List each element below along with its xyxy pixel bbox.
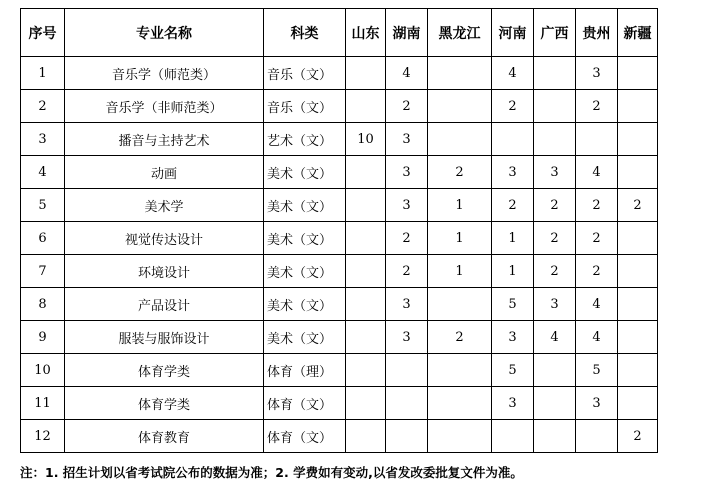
heilongjiang-cell: 1 xyxy=(428,222,492,255)
header-category: 科类 xyxy=(264,9,346,57)
header-heilongjiang: 黑龙江 xyxy=(428,9,492,57)
guizhou-cell: 4 xyxy=(576,156,618,189)
seq-cell: 4 xyxy=(21,156,65,189)
henan-cell: 2 xyxy=(492,189,534,222)
seq-cell: 11 xyxy=(21,387,65,420)
guizhou-cell: 3 xyxy=(576,57,618,90)
table-row xyxy=(21,354,658,387)
seq-cell: 10 xyxy=(21,354,65,387)
guangxi-cell: 3 xyxy=(534,288,576,321)
hunan-cell: 2 xyxy=(386,90,428,123)
major-name-cell: 播音与主持艺术 xyxy=(65,123,264,156)
guizhou-cell: 2 xyxy=(576,90,618,123)
hunan-cell: 3 xyxy=(386,288,428,321)
heilongjiang-cell xyxy=(428,57,492,90)
seq-cell: 8 xyxy=(21,288,65,321)
guizhou-cell xyxy=(576,123,618,156)
heilongjiang-cell: 1 xyxy=(428,255,492,288)
heilongjiang-cell: 2 xyxy=(428,321,492,354)
xinjiang-cell xyxy=(618,288,658,321)
major-name-cell: 动画 xyxy=(65,156,264,189)
henan-cell: 5 xyxy=(492,288,534,321)
xinjiang-cell xyxy=(618,255,658,288)
xinjiang-cell xyxy=(618,387,658,420)
guizhou-cell: 4 xyxy=(576,288,618,321)
guangxi-cell xyxy=(534,354,576,387)
shandong-cell xyxy=(346,255,386,288)
shandong-cell xyxy=(346,90,386,123)
shandong-cell: 10 xyxy=(346,123,386,156)
seq-cell: 3 xyxy=(21,123,65,156)
hunan-cell: 3 xyxy=(386,189,428,222)
shandong-cell xyxy=(346,189,386,222)
shandong-cell xyxy=(346,222,386,255)
hunan-cell xyxy=(386,387,428,420)
major-name-cell: 音乐学（非师范类） xyxy=(65,90,264,123)
header-shandong: 山东 xyxy=(346,9,386,57)
henan-cell: 3 xyxy=(492,156,534,189)
header-hunan: 湖南 xyxy=(386,9,428,57)
category-cell: 美术（文） xyxy=(264,189,346,222)
table-row xyxy=(21,156,658,189)
seq-cell: 9 xyxy=(21,321,65,354)
category-cell: 体育（文） xyxy=(264,420,346,453)
hunan-cell: 2 xyxy=(386,222,428,255)
header-xinjiang: 新疆 xyxy=(618,9,658,57)
xinjiang-cell xyxy=(618,321,658,354)
category-cell: 美术（文） xyxy=(264,321,346,354)
guizhou-cell xyxy=(576,420,618,453)
major-name-cell: 服装与服饰设计 xyxy=(65,321,264,354)
category-cell: 音乐（文） xyxy=(264,90,346,123)
header-row xyxy=(21,9,658,57)
henan-cell: 4 xyxy=(492,57,534,90)
seq-cell: 1 xyxy=(21,57,65,90)
guangxi-cell xyxy=(534,420,576,453)
seq-cell: 12 xyxy=(21,420,65,453)
table-row xyxy=(21,321,658,354)
guangxi-cell: 2 xyxy=(534,222,576,255)
heilongjiang-cell xyxy=(428,288,492,321)
footnote: 注：1. 招生计划以省考试院公布的数据为准；2. 学费如有变动,以省发改委批复文件为准。 xyxy=(20,465,523,480)
table-row xyxy=(21,387,658,420)
table-header xyxy=(21,9,658,57)
seq-cell: 2 xyxy=(21,90,65,123)
category-cell: 美术（文） xyxy=(264,255,346,288)
shandong-cell xyxy=(346,288,386,321)
guizhou-cell: 2 xyxy=(576,222,618,255)
hunan-cell: 4 xyxy=(386,57,428,90)
xinjiang-cell: 2 xyxy=(618,420,658,453)
major-name-cell: 美术学 xyxy=(65,189,264,222)
xinjiang-cell xyxy=(618,57,658,90)
seq-cell: 5 xyxy=(21,189,65,222)
heilongjiang-cell xyxy=(428,354,492,387)
guangxi-cell xyxy=(534,387,576,420)
heilongjiang-cell xyxy=(428,420,492,453)
major-name-cell: 体育学类 xyxy=(65,354,264,387)
header-seq: 序号 xyxy=(21,9,65,57)
header-guangxi: 广西 xyxy=(534,9,576,57)
heilongjiang-cell: 1 xyxy=(428,189,492,222)
guangxi-cell: 2 xyxy=(534,255,576,288)
enrollment-plan-table xyxy=(20,8,658,453)
xinjiang-cell xyxy=(618,123,658,156)
henan-cell xyxy=(492,123,534,156)
xinjiang-cell xyxy=(618,90,658,123)
major-name-cell: 视觉传达设计 xyxy=(65,222,264,255)
heilongjiang-cell xyxy=(428,387,492,420)
guangxi-cell: 2 xyxy=(534,189,576,222)
guizhou-cell: 3 xyxy=(576,387,618,420)
shandong-cell xyxy=(346,387,386,420)
seq-cell: 6 xyxy=(21,222,65,255)
hunan-cell xyxy=(386,420,428,453)
hunan-cell: 3 xyxy=(386,123,428,156)
table-row xyxy=(21,123,658,156)
henan-cell: 3 xyxy=(492,321,534,354)
category-cell: 艺术（文） xyxy=(264,123,346,156)
major-name-cell: 音乐学（师范类） xyxy=(65,57,264,90)
hunan-cell: 2 xyxy=(386,255,428,288)
shandong-cell xyxy=(346,156,386,189)
major-name-cell: 产品设计 xyxy=(65,288,264,321)
guizhou-cell: 4 xyxy=(576,321,618,354)
henan-cell xyxy=(492,420,534,453)
table-body xyxy=(21,57,658,453)
hunan-cell: 3 xyxy=(386,156,428,189)
hunan-cell xyxy=(386,354,428,387)
category-cell: 美术（文） xyxy=(264,288,346,321)
category-cell: 美术（文） xyxy=(264,156,346,189)
table-row xyxy=(21,57,658,90)
table-row xyxy=(21,90,658,123)
major-name-cell: 体育学类 xyxy=(65,387,264,420)
guangxi-cell: 4 xyxy=(534,321,576,354)
category-cell: 音乐（文） xyxy=(264,57,346,90)
header-major-name: 专业名称 xyxy=(65,9,264,57)
shandong-cell xyxy=(346,420,386,453)
shandong-cell xyxy=(346,57,386,90)
heilongjiang-cell: 2 xyxy=(428,156,492,189)
heilongjiang-cell xyxy=(428,90,492,123)
header-guizhou: 贵州 xyxy=(576,9,618,57)
guangxi-cell xyxy=(534,90,576,123)
guizhou-cell: 2 xyxy=(576,255,618,288)
seq-cell: 7 xyxy=(21,255,65,288)
table-row xyxy=(21,255,658,288)
shandong-cell xyxy=(346,321,386,354)
category-cell: 体育（理） xyxy=(264,354,346,387)
henan-cell: 5 xyxy=(492,354,534,387)
guangxi-cell: 3 xyxy=(534,156,576,189)
category-cell: 体育（文） xyxy=(264,387,346,420)
henan-cell: 1 xyxy=(492,255,534,288)
xinjiang-cell: 2 xyxy=(618,189,658,222)
heilongjiang-cell xyxy=(428,123,492,156)
guizhou-cell: 2 xyxy=(576,189,618,222)
henan-cell: 2 xyxy=(492,90,534,123)
guangxi-cell xyxy=(534,57,576,90)
table-row xyxy=(21,288,658,321)
guangxi-cell xyxy=(534,123,576,156)
category-cell: 美术（文） xyxy=(264,222,346,255)
xinjiang-cell xyxy=(618,156,658,189)
xinjiang-cell xyxy=(618,222,658,255)
shandong-cell xyxy=(346,354,386,387)
table-row xyxy=(21,222,658,255)
henan-cell: 3 xyxy=(492,387,534,420)
xinjiang-cell xyxy=(618,354,658,387)
hunan-cell: 3 xyxy=(386,321,428,354)
header-henan: 河南 xyxy=(492,9,534,57)
henan-cell: 1 xyxy=(492,222,534,255)
guizhou-cell: 5 xyxy=(576,354,618,387)
major-name-cell: 环境设计 xyxy=(65,255,264,288)
table-row xyxy=(21,189,658,222)
major-name-cell: 体育教育 xyxy=(65,420,264,453)
table-row xyxy=(21,420,658,453)
